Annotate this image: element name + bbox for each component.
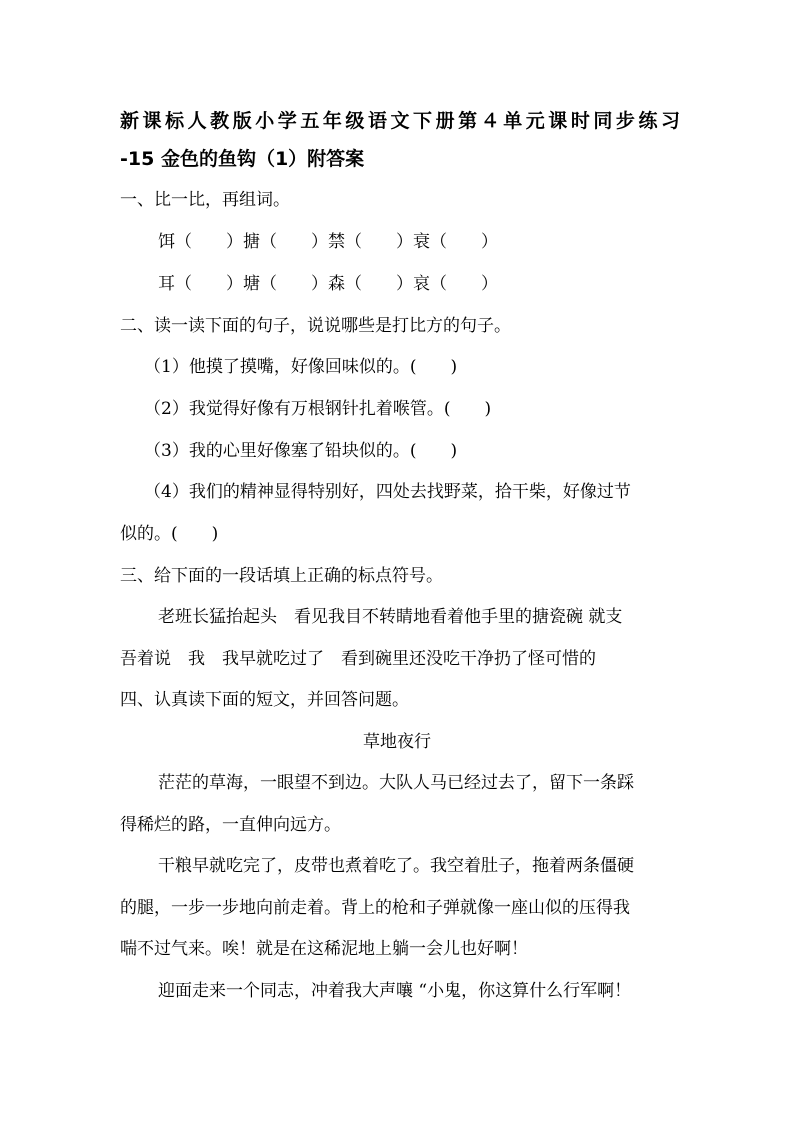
section-3-heading: 三、给下面的一段话填上正确的标点符号。 <box>120 566 443 586</box>
section-1-word-row-1: 饵（ ）搪（ ）禁（ ）衰（ ） <box>158 232 498 252</box>
section-4-heading: 四、认真读下面的短文，并回答问题。 <box>120 690 409 710</box>
passage-line-5: 喘不过气来。唉！就是在这稀泥地上躺一会儿也好啊！ <box>120 939 528 959</box>
section-1-heading: 一、比一比，再组词。 <box>120 190 290 210</box>
passage-title: 草地夜行 <box>363 732 431 752</box>
section-2-item-4: （4）我们的精神显得特别好，四处去找野菜，拾干柴，好像过节 <box>144 482 631 502</box>
section-1-word-row-2: 耳（ ）塘（ ）森（ ）哀（ ） <box>158 274 498 294</box>
section-2-item-4-continued: 似的。( ) <box>120 524 219 544</box>
document-title-line-2: -15 金色的鱼钩（1）附答案 <box>120 148 365 170</box>
section-2-heading: 二、读一读下面的句子，说说哪些是打比方的句子。 <box>120 316 511 336</box>
section-3-paragraph-line-2: 吾着说 我 我早就吃过了 看到碗里还没吃干净扔了怪可惜的 <box>120 649 596 669</box>
passage-line-1: 茫茫的草海，一眼望不到边。大队人马已经过去了，留下一条踩 <box>158 773 634 793</box>
document-title-line-1: 新课标人教版小学五年级语文下册第４单元课时同步练习 <box>120 110 680 132</box>
passage-line-2: 得稀烂的路，一直伸向远方。 <box>120 815 341 835</box>
section-2-item-3: （3）我的心里好像塞了铅块似的。( ) <box>144 441 458 461</box>
passage-line-6: 迎面走来一个同志，冲着我大声嚷 “小鬼，你这算什么行军啊！ <box>158 981 632 1001</box>
section-2-item-1: （1）他摸了摸嘴，好像回味似的。( ) <box>144 357 458 377</box>
passage-line-4: 的腿，一步一步地向前走着。背上的枪和子弹就像一座山似的压得我 <box>120 898 630 918</box>
passage-line-3: 干粮早就吃完了，皮带也煮着吃了。我空着肚子，拖着两条僵硬 <box>158 856 634 876</box>
section-3-paragraph-line-1: 老班长猛抬起头 看见我目不转睛地看着他手里的搪瓷碗 就支 <box>158 607 623 627</box>
section-2-item-2: （2）我觉得好像有万根钢针扎着喉管。( ) <box>144 399 492 419</box>
